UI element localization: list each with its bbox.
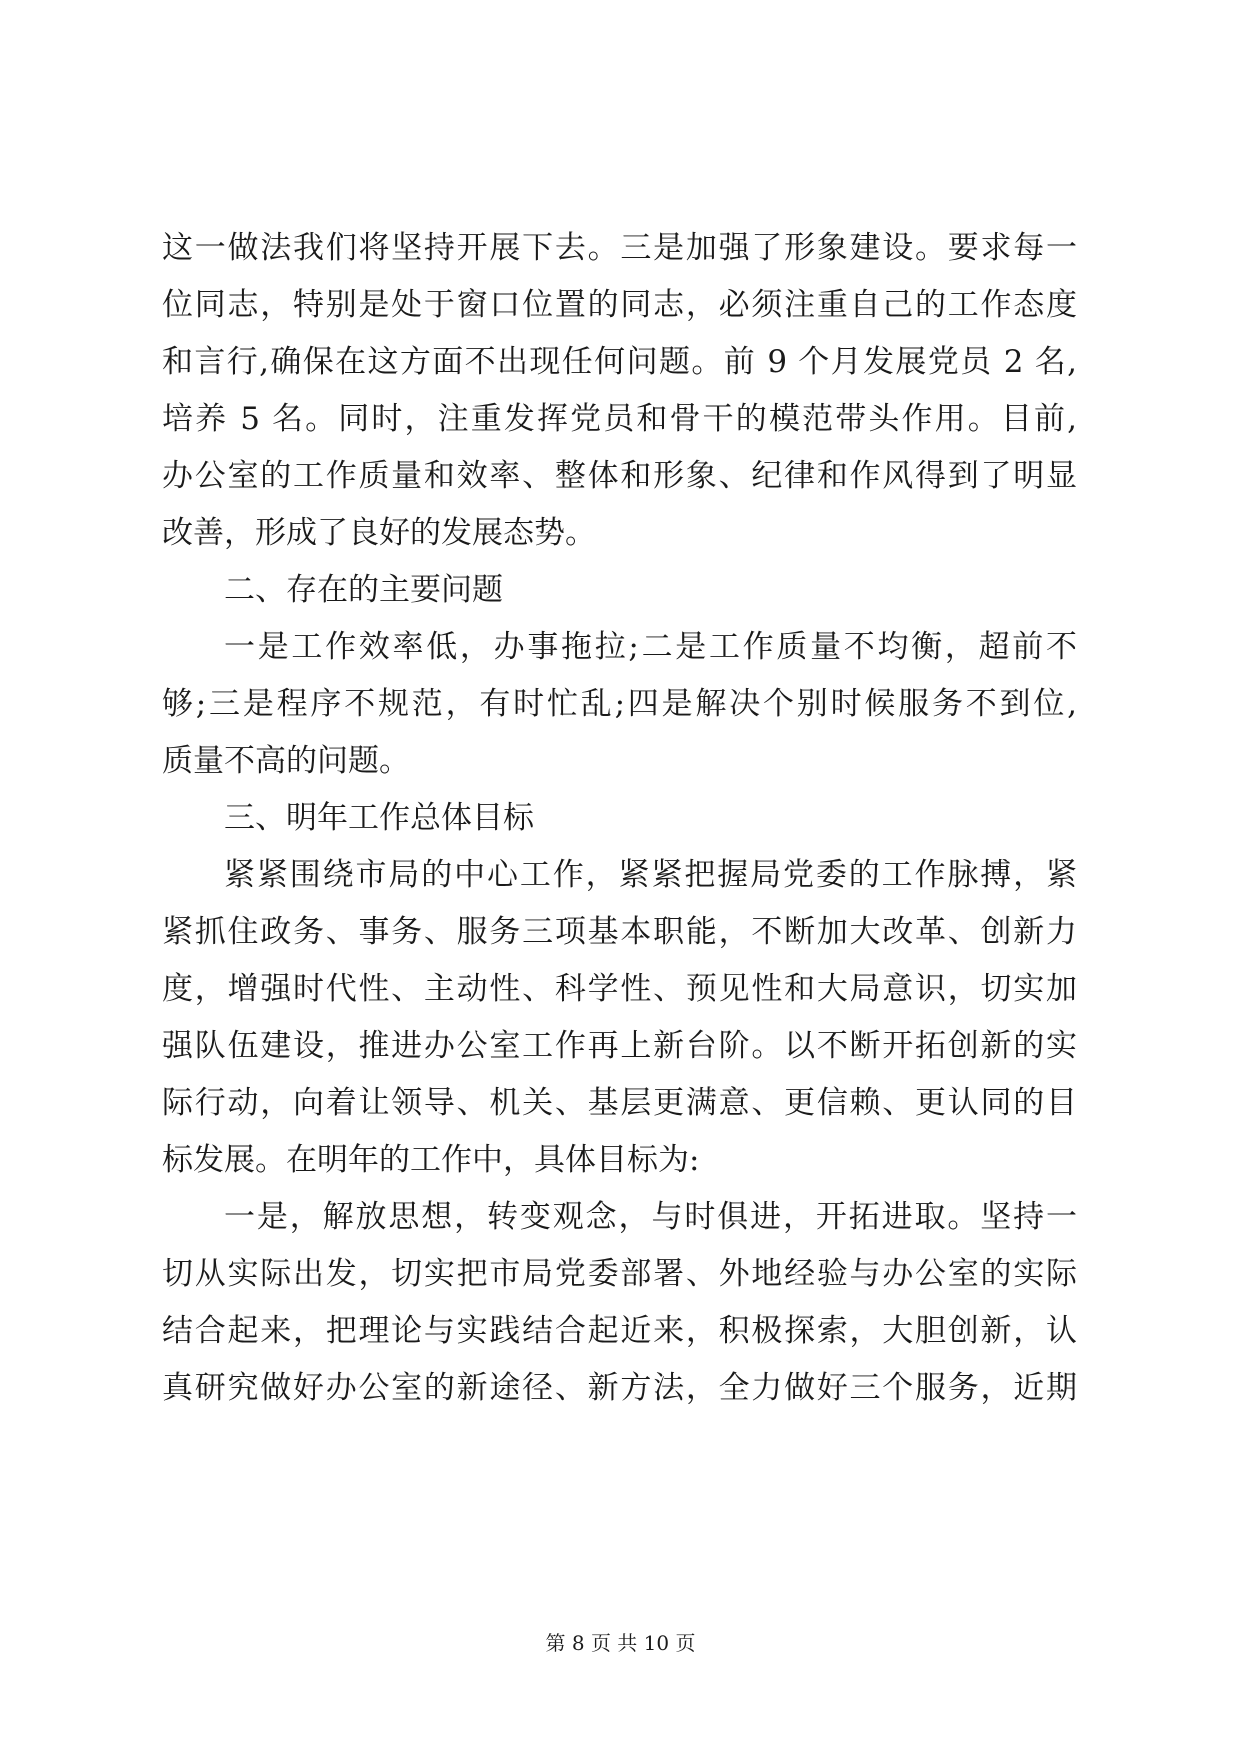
section-heading: 二、存在的主要问题: [224, 572, 503, 608]
text-line: 够;三是程序不规范，有时忙乱;四是解决个别时候服务不到位,: [162, 686, 1077, 722]
text-line: 紧抓住政务、事务、服务三项基本职能，不断加大改革、创新力: [162, 914, 1077, 950]
text-line: 一是，解放思想，转变观念，与时俱进，开拓进取。坚持一: [224, 1199, 1077, 1235]
text-line: 改善，形成了良好的发展态势。: [162, 515, 596, 551]
section-heading: 三、明年工作总体目标: [224, 800, 534, 836]
text-line: 切从实际出发，切实把市局党委部署、外地经验与办公室的实际: [162, 1256, 1077, 1292]
text-line: 真研究做好办公室的新途径、新方法，全力做好三个服务，近期: [162, 1370, 1077, 1406]
text-line: 度，增强时代性、主动性、科学性、预见性和大局意识，切实加: [162, 971, 1077, 1007]
text-line: 际行动，向着让领导、机关、基层更满意、更信赖、更认同的目: [162, 1085, 1077, 1121]
text-line: 位同志，特别是处于窗口位置的同志，必须注重自己的工作态度: [162, 287, 1077, 323]
text-line: 标发展。在明年的工作中，具体目标为:: [162, 1142, 700, 1178]
page-number-footer: 第 8 页 共 10 页: [545, 1631, 696, 1655]
text-line: 这一做法我们将坚持开展下去。三是加强了形象建设。要求每一: [162, 230, 1077, 266]
text-line: 强队伍建设，推进办公室工作再上新台阶。以不断开拓创新的实: [162, 1028, 1077, 1064]
text-line: 和言行,确保在这方面不出现任何问题。前 9 个月发展党员 2 名,: [162, 344, 1077, 380]
text-line: 质量不高的问题。: [162, 743, 410, 779]
text-line: 办公室的工作质量和效率、整体和形象、纪律和作风得到了明显: [162, 458, 1077, 494]
text-line: 一是工作效率低，办事拖拉;二是工作质量不均衡，超前不: [224, 629, 1077, 665]
text-line: 培养 5 名。同时，注重发挥党员和骨干的模范带头作用。目前,: [162, 401, 1077, 437]
text-line: 紧紧围绕市局的中心工作，紧紧把握局党委的工作脉搏，紧: [224, 857, 1077, 893]
text-line: 结合起来，把理论与实践结合起近来，积极探索，大胆创新，认: [162, 1313, 1077, 1349]
